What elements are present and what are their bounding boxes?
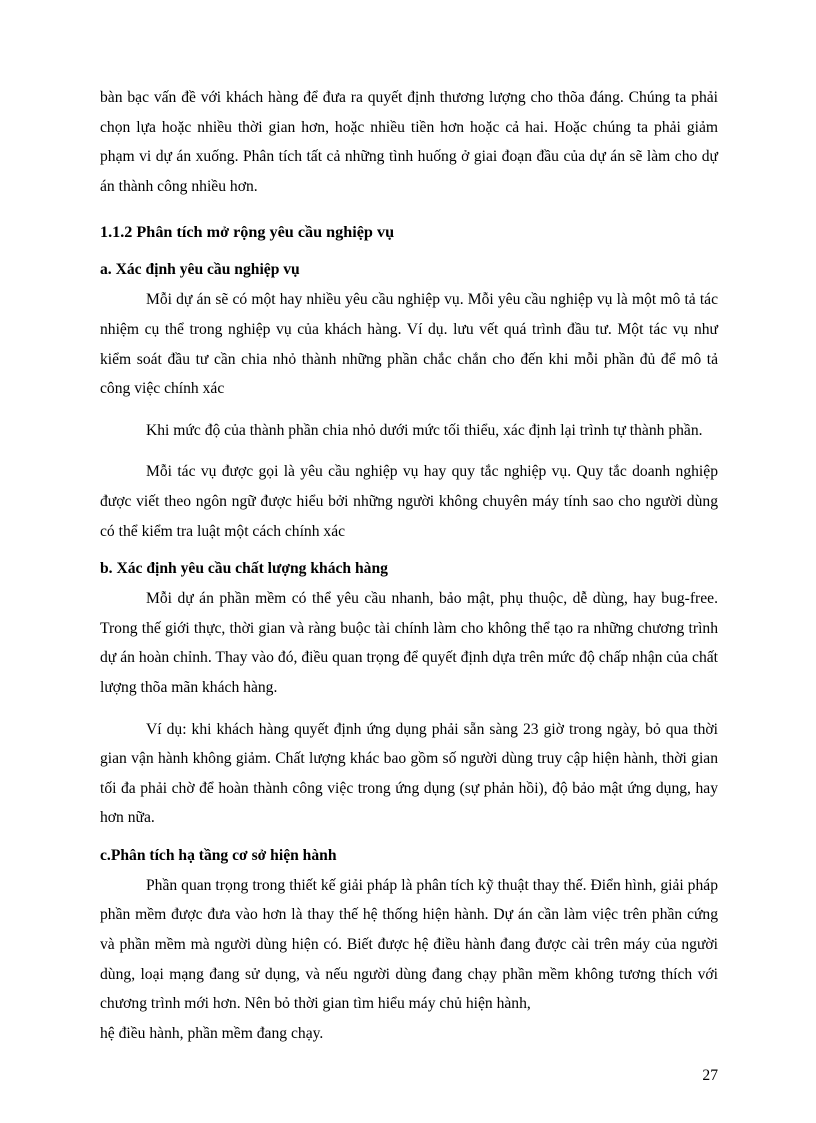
subsection-a-heading: a. Xác định yêu cầu nghiệp vụ: [100, 261, 300, 279]
page-number: 27: [702, 1067, 718, 1084]
subsection-a-paragraph-3: Mỗi tác vụ được gọi là yêu cầu nghiệp vụ hay quy tắc nghiệp vụ. Quy tắc doanh nghiệp được viết theo ngôn ngữ được hiểu bởi những người không chuyên máy tính sao cho người dùng có thể kiểm tra luật một cách chính xác: [100, 463, 718, 540]
subsection-a-paragraph-2: Khi mức độ của thành phần chia nhỏ dưới mức tối thiểu, xác định lại trình tự thành phần.: [146, 421, 703, 439]
subsection-a-paragraph-1: Mỗi dự án sẽ có một hay nhiều yêu cầu nghiệp vụ. Mỗi yêu cầu nghiệp vụ là một mô tả tác nhiệm cụ thể trong nghiệp vụ của khách hàng. Ví dụ. lưu vết quá trình đầu tư. Một tác vụ như kiểm soát đầu tư cần chia nhỏ thành những phần chắc chắn cho đến khi mỗi phần đủ để mô tả công việc chính xác: [100, 291, 718, 398]
subsection-c-paragraph: Phần quan trọng trong thiết kế giải pháp là phân tích kỹ thuật thay thế. Điển hình, giải pháp phần mềm được đưa vào hơn là thay thế hệ thống hiện hành. Dự án cần làm việc trên phần cứng và phần mềm mà người dùng hiện có. Biết được hệ điều hành đang được cài trên máy của người dùng, loại mạng đang sử dụng, và nếu người dùng đang chạy phần mềm không tương thích với chương trình mới hơn. Nên bỏ thời gian tìm hiểu máy chủ hiện hành,: [100, 876, 718, 1013]
subsection-c-last-line: hệ điều hành, phần mềm đang chạy.: [100, 1024, 324, 1042]
intro-paragraph: bàn bạc vấn đề với khách hàng để đưa ra quyết định thương lượng cho thõa đáng. Chúng ta phải chọn lựa hoặc nhiều thời gian hơn, hoặc nhiều tiền hơn hoặc cả hai. Hoặc chúng ta phải giảm phạm vi dự án xuống. Phân tích tất cả những tình huống ở giai đoạn đầu của dự án sẽ làm cho dự án thành công nhiều hơn.: [100, 89, 718, 195]
subsection-c-heading: c.Phân tích hạ tầng cơ sở hiện hành: [100, 846, 337, 864]
section-heading: 1.1.2 Phân tích mở rộng yêu cầu nghiệp vụ: [100, 223, 395, 242]
subsection-b-heading: b. Xác định yêu cầu chất lượng khách hàng: [100, 560, 388, 578]
subsection-b-paragraph-1: Mỗi dự án phần mềm có thể yêu cầu nhanh, bảo mật, phụ thuộc, dễ dùng, hay bug-free. Trong thế giới thực, thời gian và ràng buộc tài chính làm cho không thể tạo ra những chương trình dự án hoàn chỉnh. Thay vào đó, điều quan trọng để quyết định dựa trên mức độ chấp nhận của chất lượng thõa mãn khách hàng.: [100, 590, 718, 696]
document-page: [100, 83, 718, 1048]
subsection-b-paragraph-2: Ví dụ: khi khách hàng quyết định ứng dụng phải sẵn sàng 23 giờ trong ngày, bỏ qua thời gian vận hành không giảm. Chất lượng khác bao gồm số người dùng truy cập hiện hành, thời gian tối đa phải chờ để hoàn thành công việc trong ứng dụng (sự phản hồi), độ bảo mật ứng dụng, hay hơn nữa.: [100, 720, 718, 827]
